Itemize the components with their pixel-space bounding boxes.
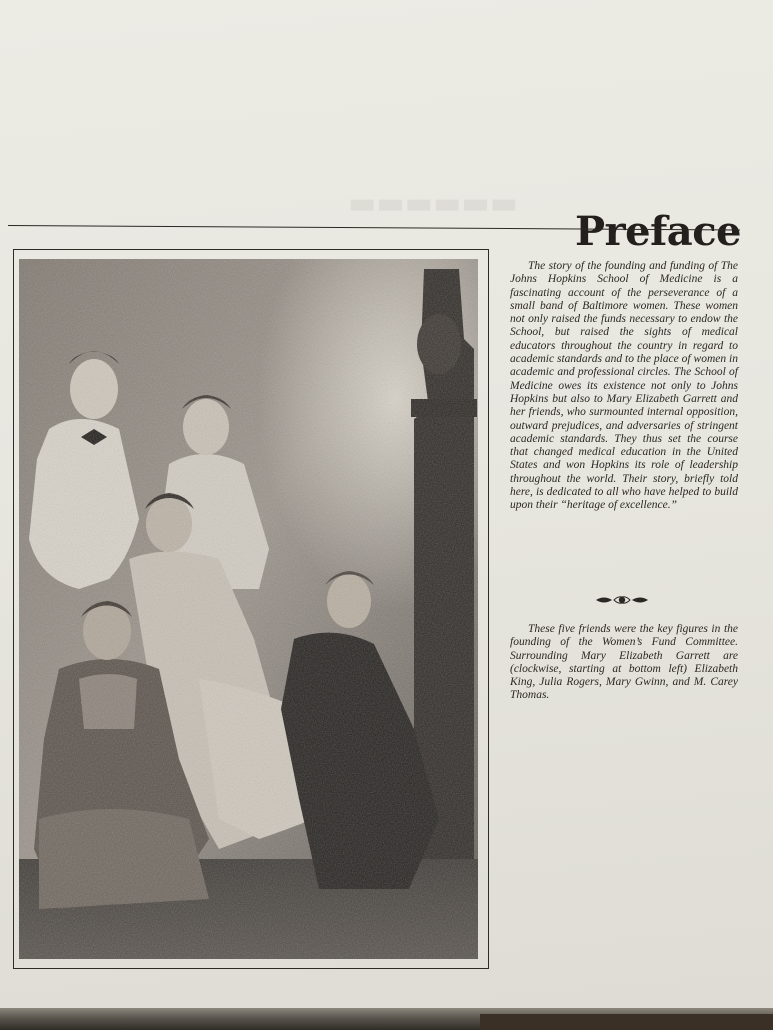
photo-caption [510,623,738,703]
flourish-ornament-icon [594,593,650,607]
bleed-through-text: ▬▬▬▬▬▬ [348,186,519,221]
group-portrait-photo [19,259,478,959]
page-title: Preface [574,207,741,255]
preface-paragraph: The story of the founding and funding of The Johns Hopkins School of Medicine is a fascinating account of the perseverance of a small band of Baltimore women. These women not only raised the funds necessary to endow the School, but raised the sights of medical educators throughout the country in regard to academic standards and to the place of women in academic and professional circles. The School of Medicine owes its existence not only to Johns Hopkins but also to Mary Elizabeth Garrett and her friends, who surmounted internal opposition, outward prejudices, and adversaries of stringent academic standards. They thus set the course that changed medical education in the United States and won Hopkins its role of leadership throughout the world. Their story, briefly told here, is dedicated to all who have helped to build upon their “heritage of excellence.” [510,260,738,512]
portrait-illustration [19,259,478,959]
page-bottom-edge [0,1008,773,1030]
preface-text [510,260,738,513]
caption-paragraph: These five friends were the key figures in the founding of the Women’s Fund Committee. Surrounding Mary Elizabeth Garrett are (clockwise, starting at bottom left) Elizabeth King, Julia Rogers, Mary Gwinn, and M. Carey Thomas. [510,623,738,702]
